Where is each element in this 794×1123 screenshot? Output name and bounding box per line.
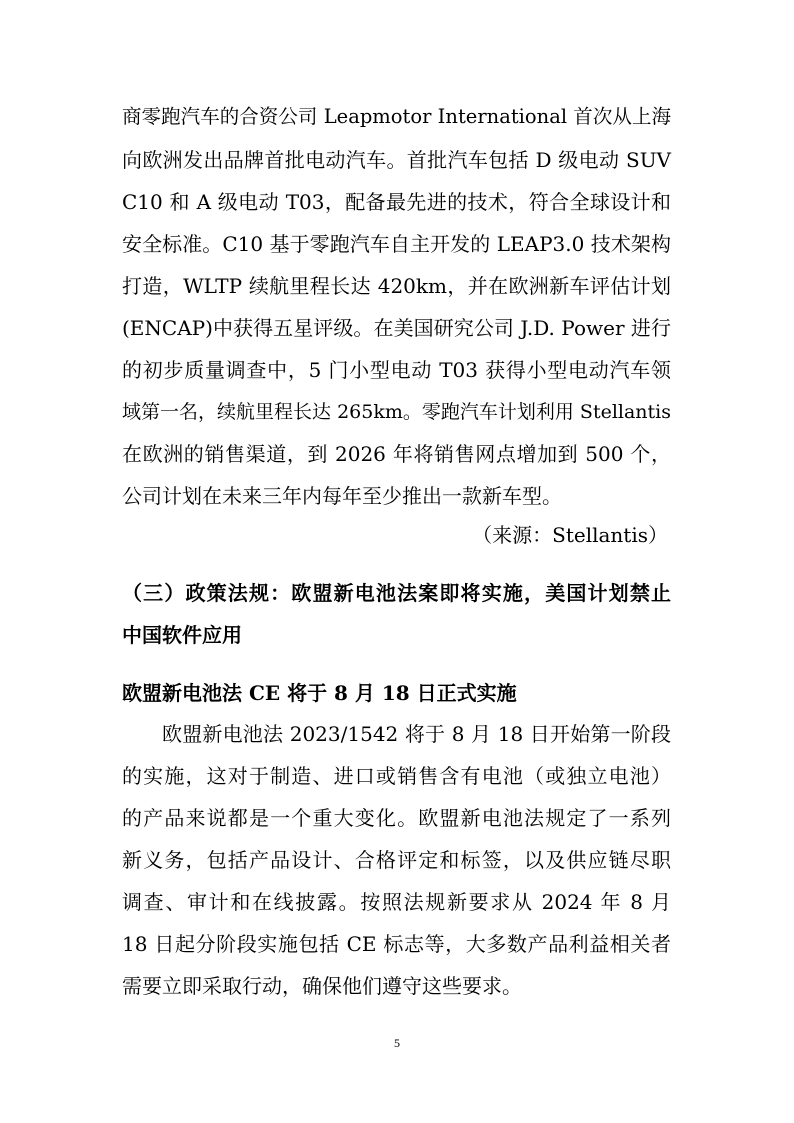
source-citation: （来源：Stellantis） bbox=[472, 523, 668, 547]
paragraph-line: 需要立即采取行动，确保他们遵守这些要求。 bbox=[122, 974, 522, 998]
page-number: 5 bbox=[394, 1036, 400, 1050]
paragraph-line: 安全标准。C10 基于零跑汽车自主开发的 LEAP3.0 技术架构 bbox=[122, 232, 671, 256]
paragraph-line: 的实施，这对于制造、进口或销售含有电池（或独立电池） bbox=[122, 764, 671, 788]
paragraph-line: 的产品来说都是一个重大变化。欧盟新电池法规定了一系列 bbox=[122, 806, 671, 830]
paragraph-line: 域第一名，续航里程长达 265km。零跑汽车计划利用 Stellantis bbox=[122, 401, 671, 423]
paragraph-line: 18 日起分阶段实施包括 CE 标志等，大多数产品利益相关者 bbox=[122, 932, 671, 956]
paragraph-line: 新义务，包括产品设计、合格评定和标签，以及供应链尽职 bbox=[122, 848, 671, 872]
paragraph-line: 向欧洲发出品牌首批电动汽车。首批汽车包括 D 级电动 SUV bbox=[122, 148, 671, 172]
paragraph-line: 调查、审计和在线披露。按照法规新要求从 2024 年 8 月 bbox=[122, 890, 671, 914]
paragraph-line: 商零跑汽车的合资公司 Leapmotor International 首次从上海 bbox=[122, 105, 671, 128]
paragraph-line: 打造，WLTP 续航里程长达 420km，并在欧洲新车评估计划 bbox=[122, 274, 671, 298]
paragraph-line: 的初步质量调查中，5 门小型电动 T03 获得小型电动汽车领 bbox=[122, 358, 671, 382]
section-heading-continued: 中国软件应用 bbox=[122, 623, 242, 647]
paragraph-line: 在欧洲的销售渠道，到 2026 年将销售网点增加到 500 个， bbox=[122, 442, 671, 466]
section-heading: （三）政策法规：欧盟新电池法案即将实施，美国计划禁止 bbox=[122, 581, 671, 605]
subheading: 欧盟新电池法 CE 将于 8 月 18 日正式实施 bbox=[122, 681, 517, 705]
paragraph-line: C10 和 A 级电动 T03，配备最先进的技术，符合全球设计和 bbox=[122, 190, 671, 214]
paragraph-line: 欧盟新电池法 2023/1542 将于 8 月 18 日开始第一阶段 bbox=[162, 722, 671, 746]
paragraph-line: (ENCAP)中获得五星评级。在美国研究公司 J.D. Power 进行 bbox=[122, 316, 671, 340]
paragraph-line: 公司计划在未来三年内每年至少推出一款新车型。 bbox=[122, 484, 562, 508]
